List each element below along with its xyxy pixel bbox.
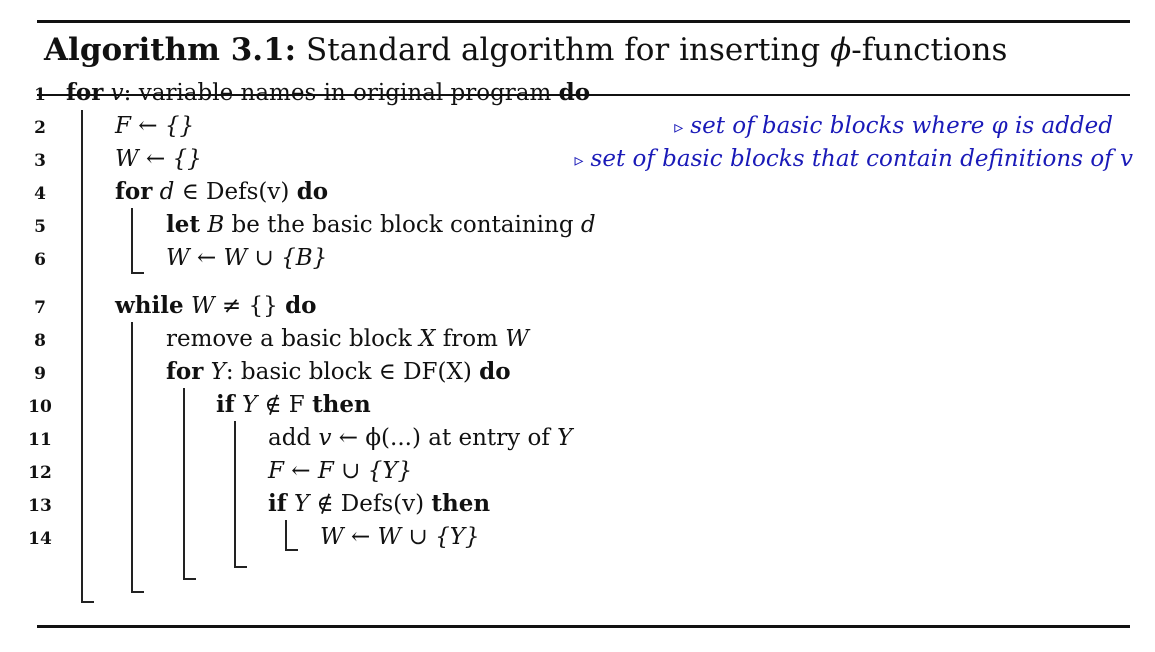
- line-code: W ← {}: [115, 146, 202, 172]
- variable: Y: [210, 359, 226, 385]
- line-number: 8: [34, 331, 46, 351]
- line-number: 6: [34, 250, 46, 270]
- line-code: [268, 488, 490, 520]
- line-number: 10: [28, 397, 52, 417]
- line-code: W ← W ∪ {Y}: [320, 524, 480, 550]
- code-text: ∈ Defs(v): [174, 179, 297, 205]
- code-text: remove a basic block: [166, 326, 420, 352]
- algorithm-line: [0, 143, 1155, 175]
- line-code: W ← W ∪ {B}: [166, 245, 328, 271]
- line-code: [115, 290, 317, 322]
- block-line-for-df: [183, 388, 185, 579]
- line-number: 3: [34, 151, 46, 171]
- block-end-tick: [81, 601, 94, 603]
- line-number: 1: [34, 85, 46, 105]
- code-text: from: [435, 326, 506, 352]
- caption-text: Standard algorithm for inserting: [305, 32, 821, 68]
- block-end-tick: [234, 566, 247, 568]
- block-line-outer: [81, 110, 83, 602]
- algorithm-caption: [44, 30, 1007, 70]
- line-code: [166, 356, 511, 388]
- line-code: F ← {}: [115, 113, 195, 139]
- code-text: ∉ Defs(v): [309, 491, 432, 517]
- algorithm-line: [0, 521, 1155, 553]
- keyword: if: [268, 490, 287, 517]
- keyword: for: [115, 178, 153, 205]
- keyword: then: [431, 490, 491, 517]
- algorithm-line: [0, 389, 1155, 421]
- code-text: : variable names in original program: [123, 80, 552, 106]
- top-rule: [37, 20, 1130, 23]
- line-number: 4: [34, 184, 46, 204]
- keyword: let: [166, 211, 200, 238]
- variable: W: [190, 293, 215, 319]
- line-number: 12: [28, 463, 52, 483]
- block-end-tick: [131, 591, 144, 593]
- line-comment: [574, 143, 1133, 177]
- line-code: F ← F ∪ {Y}: [268, 458, 413, 484]
- line-code: [268, 422, 572, 454]
- comment-text: set of basic blocks that contain definitions of v: [590, 146, 1133, 172]
- keyword: do: [558, 79, 591, 106]
- block-line-for-defs: [131, 208, 133, 273]
- caption-label: Algorithm 3.1:: [44, 32, 297, 68]
- comment-marker-icon: ▹: [674, 117, 684, 138]
- keyword: then: [312, 391, 371, 418]
- algorithm-line: [0, 455, 1155, 487]
- line-number: 9: [34, 364, 46, 384]
- line-code: [166, 209, 596, 241]
- code-text: ≠ {}: [214, 293, 286, 319]
- algorithm-line: [0, 356, 1155, 388]
- block-end-tick: [183, 578, 196, 580]
- variable: X: [419, 326, 436, 352]
- code-text: ← ϕ(...) at entry of: [331, 425, 558, 451]
- line-number: 11: [28, 430, 52, 450]
- keyword: do: [285, 292, 317, 319]
- line-comment: [674, 110, 1113, 144]
- keyword: for: [66, 79, 104, 106]
- algorithm-line: [0, 209, 1155, 241]
- keyword: for: [166, 358, 204, 385]
- code-text: ∉ F: [257, 392, 313, 418]
- line-code: [115, 176, 328, 208]
- keyword: if: [216, 391, 235, 418]
- keyword: while: [115, 292, 184, 319]
- variable: B: [207, 212, 225, 238]
- line-number: 14: [28, 529, 52, 549]
- keyword: do: [296, 178, 329, 205]
- variable: d: [159, 179, 175, 205]
- algorithm-line: [0, 110, 1155, 142]
- comment-text: set of basic blocks where φ is added: [690, 113, 1113, 139]
- block-end-tick: [131, 272, 144, 274]
- algorithm-line: [0, 422, 1155, 454]
- variable: W: [505, 326, 529, 352]
- variable: Y: [241, 392, 258, 418]
- variable: d: [580, 212, 596, 238]
- algorithm-line: [0, 77, 1155, 109]
- block-line-if: [234, 421, 236, 567]
- bottom-rule: [37, 625, 1130, 628]
- variable: Y: [557, 425, 573, 451]
- algorithm-line: [0, 242, 1155, 274]
- algorithm-line: [0, 323, 1155, 355]
- line-number: 13: [28, 496, 52, 516]
- block-line-if-defs: [285, 520, 287, 550]
- variable: Y: [293, 491, 310, 517]
- algorithm-line: [0, 176, 1155, 208]
- line-number: 7: [34, 298, 46, 318]
- line-code: [66, 77, 590, 109]
- line-code: [216, 389, 371, 421]
- block-line-while: [131, 322, 133, 592]
- variable: v: [110, 80, 124, 106]
- algorithm-line: [0, 290, 1155, 322]
- caption-text-after: -functions: [851, 32, 1008, 68]
- line-number: 2: [34, 118, 46, 138]
- comment-marker-icon: ▹: [574, 150, 584, 171]
- keyword: do: [479, 358, 511, 385]
- line-code: [166, 323, 529, 355]
- caption-symbol: ϕ: [830, 32, 852, 68]
- code-text: : basic block ∈ DF(X): [225, 359, 480, 385]
- variable: v: [318, 425, 332, 451]
- algorithm-line: [0, 488, 1155, 520]
- line-number: 5: [34, 217, 46, 237]
- code-text: be the basic block containing: [224, 212, 581, 238]
- code-text: add: [268, 425, 319, 451]
- block-end-tick: [285, 549, 298, 551]
